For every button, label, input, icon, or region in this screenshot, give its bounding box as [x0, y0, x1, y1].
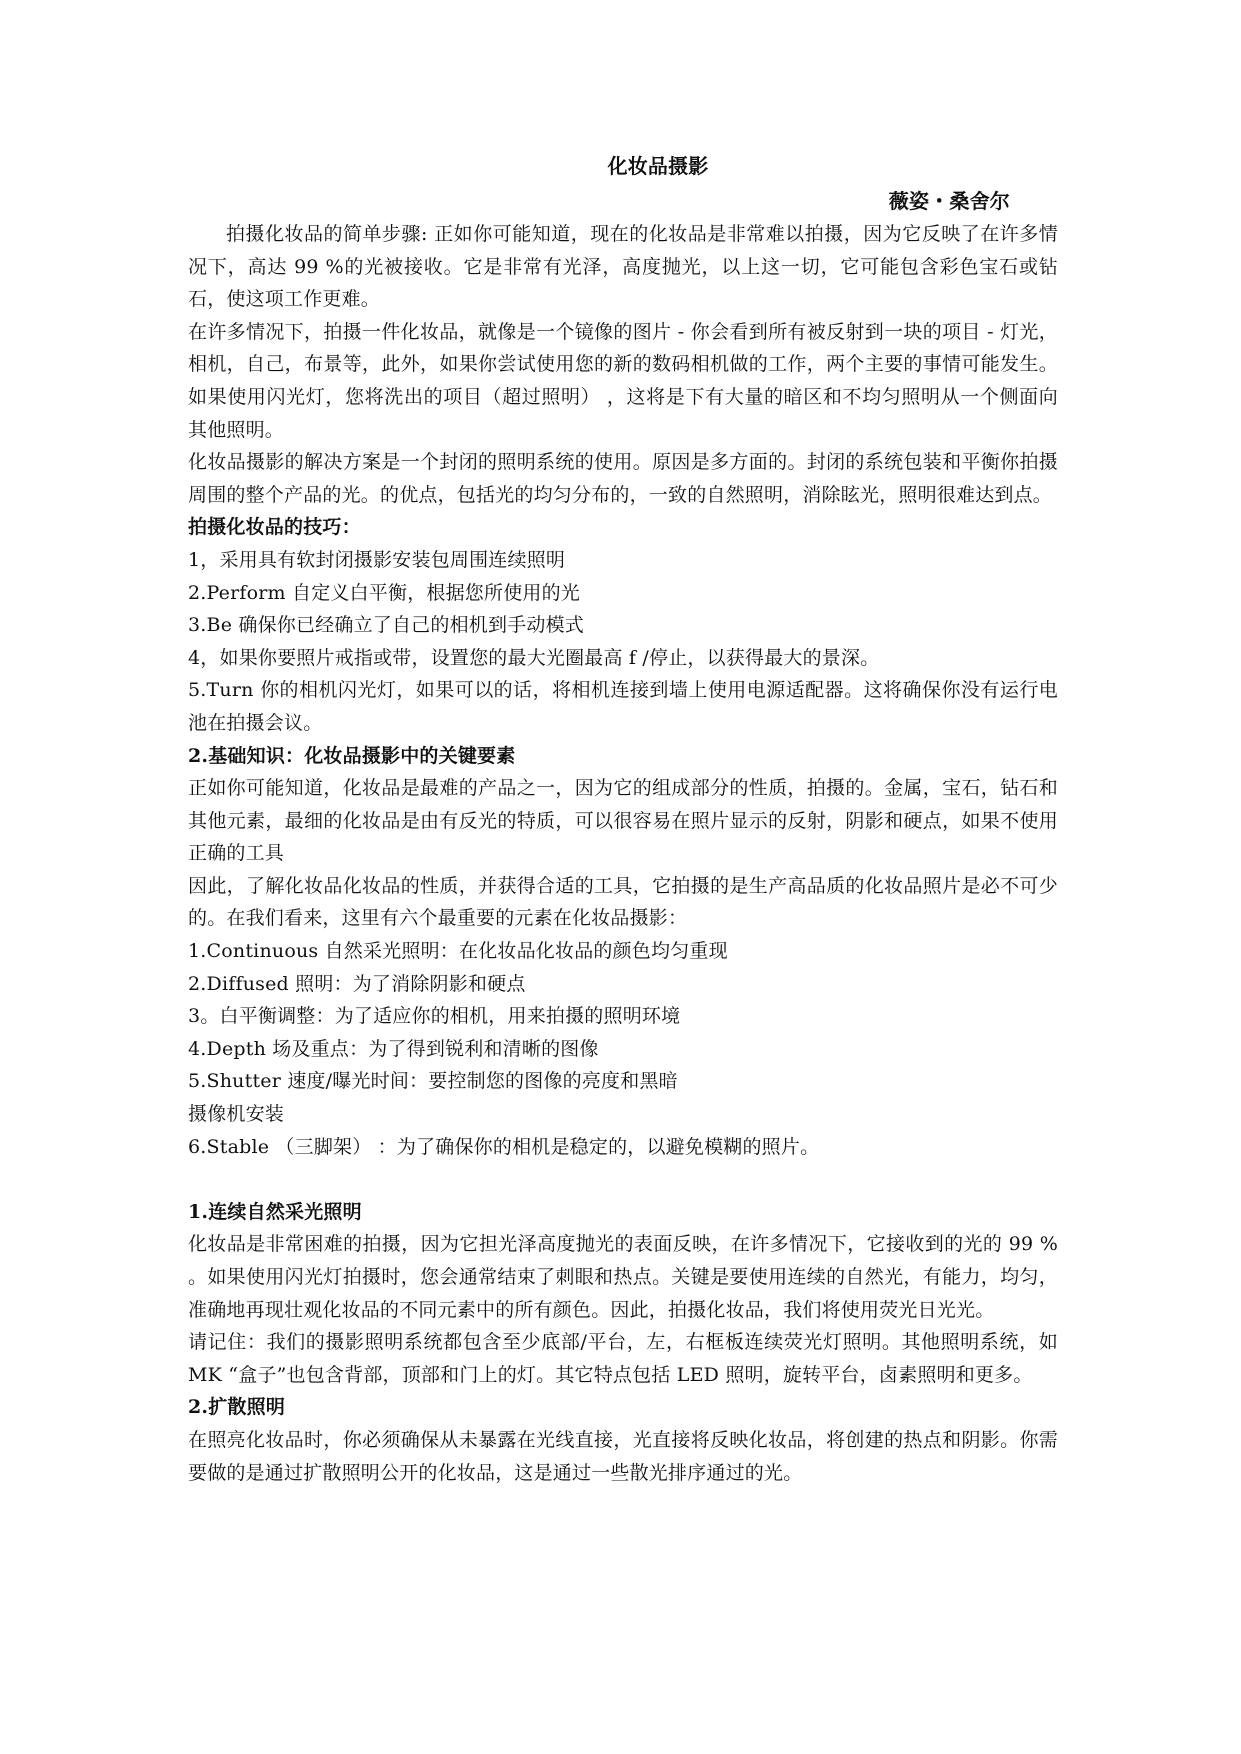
document-page: [188, 148, 1058, 1489]
basics-heading: 2.基础知识：化妆品摄影中的关键要素: [188, 744, 516, 767]
tip-item: 3.Be 确保你已经确立了自己的相机到手动模式: [188, 614, 584, 637]
document-title: 化妆品摄影: [607, 154, 709, 178]
intro-paragraph: 拍摄化妆品的简单步骤: 正如你可能知道，现在的化妆品是非常难以拍摄，因为它反映了在许多情况下，高达 99 %的光被接收。它是非常有光泽，高度抛光，以上这一切，它可能包含彩色宝石或钻石，使这项工作更难。: [188, 223, 1058, 311]
spacer: [188, 1163, 1058, 1196]
tip-item: 1，采用具有软封闭摄影安装包周围连续照明: [188, 548, 566, 571]
document-author: 薇姿・桑舍尔: [888, 189, 1010, 213]
element-item: 2.Diffused 照明：为了消除阴影和硬点: [188, 972, 526, 995]
section1-heading: 1.连续自然采光照明: [188, 1200, 362, 1223]
element-item: 5.Shutter 速度/曝光时间：要控制您的图像的亮度和黑暗: [188, 1070, 678, 1093]
tip-item: 2.Perform 自定义白平衡，根据您所使用的光: [188, 581, 580, 604]
basics-paragraph: 因此，了解化妆品化妆品的性质，并获得合适的工具，它拍摄的是生产高品质的化妆品照片是必不可少的。在我们看来，这里有六个最重要的元素在化妆品摄影：: [188, 874, 1058, 930]
section1-paragraph: 请记住：我们的摄影照明系统都包含至少底部/平台，左，右框板连续荧光灯照明。其他照明系统，如 MK “盒子”也包含背部，顶部和门上的灯。其它特点包括 LED 照明，旋转平台，卤素照明和更多。: [188, 1331, 1058, 1386]
element-item: 3。白平衡调整：为了适应你的相机，用来拍摄的照明环境: [188, 1005, 681, 1028]
element-item: 1.Continuous 自然采光照明：在化妆品化妆品的颜色均匀重现: [188, 940, 728, 963]
section2-heading: 2.扩散照明: [188, 1396, 286, 1419]
section1-paragraph: 化妆品是非常困难的拍摄，因为它担光泽高度抛光的表面反映，在许多情况下，它接收到的光的 99 % 。如果使用闪光灯拍摄时，您会通常结束了刺眼和热点。关键是要使用连续的自然光，有能力，均匀，准确地再现壮观化妆品的不同元素中的所有颜色。因此，拍摄化妆品，我们将使用荧光日光光。: [188, 1233, 1058, 1321]
intro-paragraph: 化妆品摄影的解决方案是一个封闭的照明系统的使用。原因是多方面的。封闭的系统包装和平衡你拍摄周围的整个产品的光。的优点，包括光的均匀分布的，一致的自然照明，消除眩光，照明很难达到点。: [188, 451, 1058, 506]
element-item: 6.Stable （三脚架） ：为了确保你的相机是稳定的，以避免模糊的照片。: [188, 1135, 820, 1158]
section2-paragraph: 在照亮化妆品时，你必须确保从未暴露在光线直接，光直接将反映化妆品，将创建的热点和阴影。你需要做的是通过扩散照明公开的化妆品，这是通过一些散光排序通过的光。: [188, 1428, 1058, 1484]
tips-heading: 拍摄化妆品的技巧：: [188, 516, 361, 539]
tip-item: 4，如果你要照片戒指或带，设置您的最大光圈最高 f /停止，以获得最大的景深。: [188, 646, 880, 669]
intro-paragraph: 在许多情况下，拍摄一件化妆品，就像是一个镜像的图片 - 你会看到所有被反射到一块的项目 - 灯光，相机，自己，布景等，此外，如果你尝试使用您的新的数码相机做的工作，两个主要的事情可能发生。如果使用闪光灯，您将洗出的项目（超过照明） ，这将是下有大量的暗区和不均匀照明从一个侧面向其他照明。: [188, 320, 1058, 441]
basics-paragraph: 正如你可能知道，化妆品是最难的产品之一，因为它的组成部分的性质，拍摄的。金属，宝石，钻石和其他元素，最细的化妆品是由有反光的特质，可以很容易在照片显示的反射，阴影和硬点，如果不使用正确的工具: [188, 777, 1058, 865]
element-item: 4.Depth 场及重点：为了得到锐利和清晰的图像: [188, 1037, 599, 1060]
tip-item: 5.Turn 你的相机闪光灯，如果可以的话，将相机连接到墙上使用电源适配器。这将确保你没有运行电池在拍摄会议。: [188, 679, 1058, 734]
element-item: 摄像机安装: [188, 1103, 285, 1126]
